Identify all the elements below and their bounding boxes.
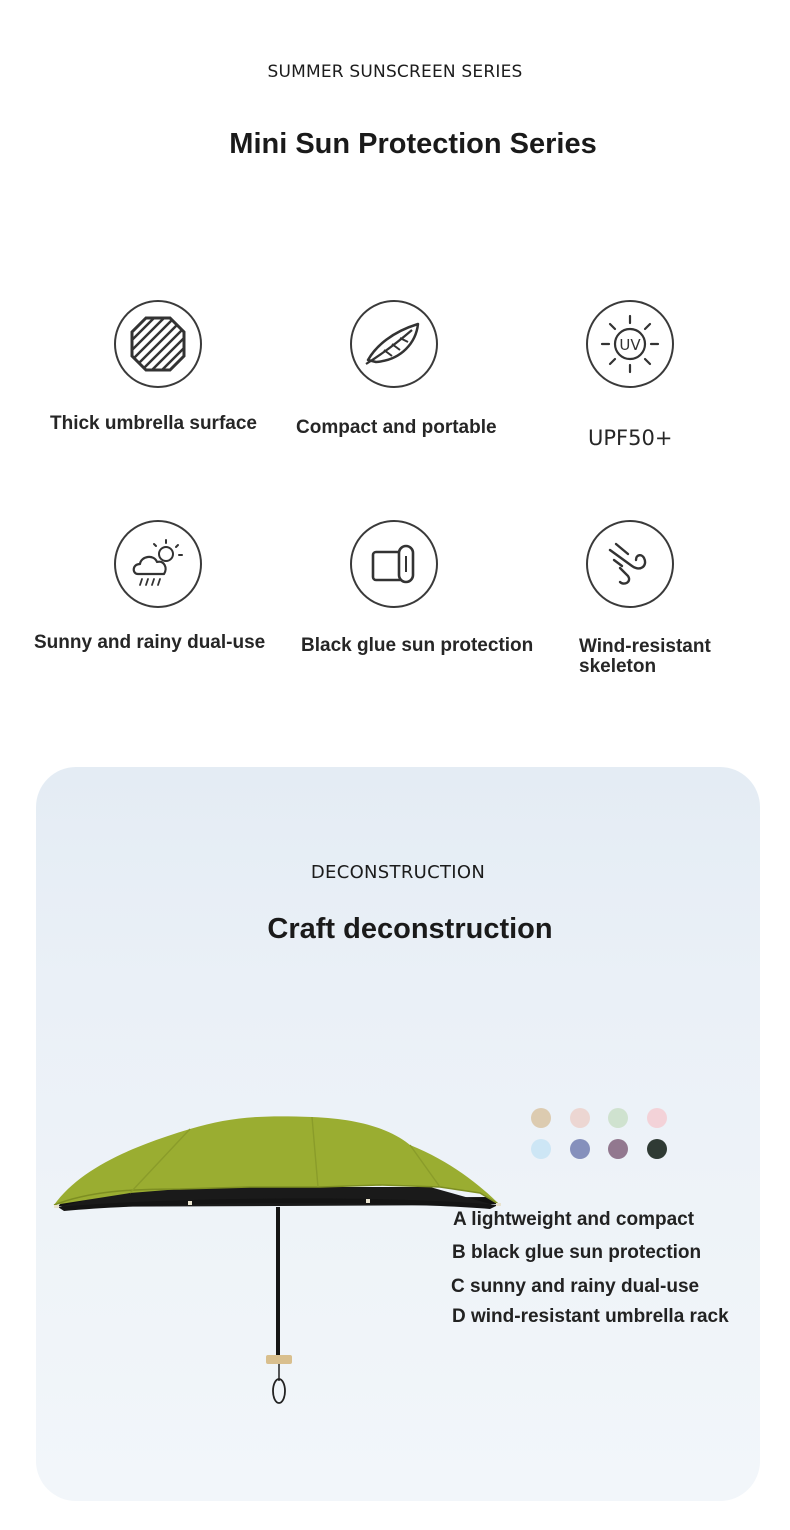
- feature-label: Compact and portable: [296, 417, 497, 438]
- color-swatch[interactable]: [531, 1108, 551, 1128]
- feature-icon-circle: [586, 300, 674, 388]
- color-swatch[interactable]: [647, 1108, 667, 1128]
- feature-icon-circle: [114, 520, 202, 608]
- spec-item-d: D wind-resistant umbrella rack: [452, 1306, 729, 1327]
- umbrella-image: [50, 1089, 510, 1409]
- feature-label: skeleton: [579, 656, 657, 677]
- color-swatch[interactable]: [570, 1108, 590, 1128]
- color-swatch[interactable]: [608, 1139, 628, 1159]
- feature-label: Black glue sun protection: [301, 635, 534, 656]
- section-subtitle: DECONSTRUCTION: [310, 862, 486, 883]
- spec-item-b: B black glue sun protection: [452, 1242, 702, 1263]
- folded-umbrella-icon: [369, 542, 419, 586]
- feature-label: Wind-resistant: [579, 636, 711, 657]
- section-title: Craft deconstruction: [267, 913, 553, 945]
- feature-icon-circle: [586, 520, 674, 608]
- sun-cloud-rain-icon: [128, 536, 188, 592]
- spec-item-c: C sunny and rainy dual-use: [451, 1276, 700, 1297]
- color-swatch[interactable]: [608, 1108, 628, 1128]
- deconstruction-panel: [36, 767, 760, 1501]
- feature-icon-circle: [350, 520, 438, 608]
- uv-sun-icon: [598, 312, 662, 376]
- color-swatch[interactable]: [647, 1139, 667, 1159]
- color-swatch[interactable]: [531, 1139, 551, 1159]
- color-swatch[interactable]: [570, 1139, 590, 1159]
- wind-icon: [602, 536, 658, 592]
- striped-octagon-icon: [128, 314, 188, 374]
- feature-label: Sunny and rainy dual-use: [34, 632, 266, 653]
- page-title: Mini Sun Protection Series: [229, 128, 597, 160]
- feather-icon: [362, 316, 426, 372]
- header-subtitle: SUMMER SUNSCREEN SERIES: [267, 62, 523, 82]
- feature-label: UPF50+: [588, 426, 673, 450]
- svg-text:UV: UV: [619, 336, 641, 354]
- feature-icon-circle: [114, 300, 202, 388]
- feature-icon-circle: [350, 300, 438, 388]
- spec-item-a: A lightweight and compact: [453, 1209, 695, 1230]
- feature-label: Thick umbrella surface: [50, 413, 257, 434]
